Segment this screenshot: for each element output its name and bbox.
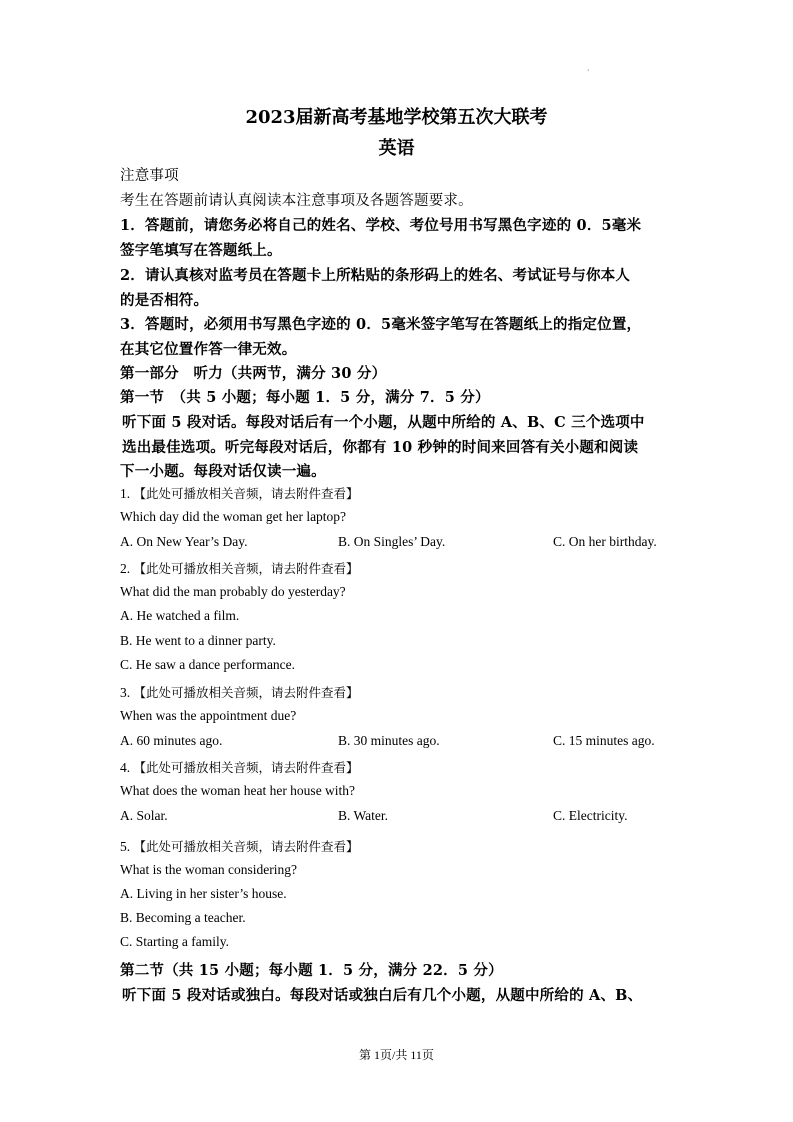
- question-3-stem: When was the appointment due?: [120, 708, 297, 723]
- notice-item-2-line-1: 2．请认真核对监考员在答题卡上所粘贴的条形码上的姓名、考试证号与你本人: [120, 267, 631, 284]
- audio-placeholder[interactable]: 【此处可播放相关音频，请去附件查看】: [133, 686, 359, 700]
- question-5-option-a: A. Living in her sister’s house.: [120, 886, 287, 901]
- question-1-option-b: B. On Singles’ Day.: [338, 534, 446, 549]
- question-3-option-c: C. 15 minutes ago.: [553, 733, 655, 748]
- question-5-option-c: C. Starting a family.: [120, 934, 229, 949]
- question-3-header: [120, 683, 359, 701]
- section2-heading: 第二节（共 15 小题；每小题 1．5 分，满分 22．5 分）: [120, 962, 503, 979]
- audio-placeholder[interactable]: 【此处可播放相关音频，请去附件查看】: [133, 761, 359, 775]
- question-4-stem: What does the woman heat her house with?: [120, 783, 356, 798]
- question-2-option-a: A. He watched a film.: [120, 608, 240, 623]
- section1-heading: 第一节 （共 5 小题；每小题 1．5 分，满分 7．5 分）: [120, 389, 490, 406]
- notice-item-3-line-1: 3．答题时，必须用书写黑色字迹的 0．5毫米签字笔写在答题纸上的指定位置，: [120, 316, 642, 333]
- section1-instr-line-1: 听下面 5 段对话。每段对话后有一个小题，从题中所给的 A、B、C 三个选项中: [122, 414, 645, 431]
- question-4-option-b: B. Water.: [338, 808, 389, 823]
- question-1-stem: Which day did the woman get her laptop?: [120, 509, 347, 524]
- part1-heading: 第一部分 听力（共两节，满分 30 分）: [120, 365, 387, 382]
- audio-placeholder[interactable]: 【此处可播放相关音频，请去附件查看】: [133, 562, 359, 576]
- section1-instr-line-2: 选出最佳选项。听完每段对话后，你都有 10 秒钟的时间来回答有关小题和阅读: [122, 439, 639, 456]
- question-number: 4.: [120, 760, 131, 775]
- audio-placeholder[interactable]: 【此处可播放相关音频，请去附件查看】: [133, 840, 359, 854]
- question-4-header: [120, 758, 359, 776]
- page-footer: 第 1页/共 11页: [359, 1048, 434, 1062]
- exam-title: 2023届新高考基地学校第五次大联考: [245, 107, 548, 128]
- question-5-option-b: B. Becoming a teacher.: [120, 910, 246, 925]
- question-2-option-b: B. He went to a dinner party.: [120, 633, 276, 648]
- question-number: 1.: [120, 486, 131, 501]
- question-4-option-a: A. Solar.: [120, 808, 168, 823]
- subject-title: 英语: [378, 138, 415, 159]
- scan-dot: ·: [587, 66, 590, 75]
- question-2-option-c: C. He saw a dance performance.: [120, 657, 296, 672]
- question-number: 3.: [120, 685, 131, 700]
- notice-heading: 注意事项: [120, 168, 179, 184]
- question-2-stem: What did the man probably do yesterday?: [120, 584, 346, 599]
- question-3-option-b: B. 30 minutes ago.: [338, 733, 440, 748]
- notice-item-1-line-1: 1．答题前，请您务必将自己的姓名、学校、考位号用书写黑色字迹的 0．5毫米: [120, 217, 642, 234]
- question-3-option-a: A. 60 minutes ago.: [120, 733, 223, 748]
- question-4-option-c: C. Electricity.: [553, 808, 628, 823]
- notice-item-2-line-2: 的是否相符。: [120, 292, 209, 309]
- question-5-stem: What is the woman considering?: [120, 862, 297, 877]
- question-2-header: [120, 559, 359, 577]
- question-1-option-c: C. On her birthday.: [553, 534, 657, 549]
- question-1-option-a: A. On New Year’s Day.: [120, 534, 248, 549]
- section1-instr-line-3: 下一小题。每段对话仅读一遍。: [120, 463, 326, 480]
- question-number: 2.: [120, 561, 131, 576]
- notice-item-3-line-2: 在其它位置作答一律无效。: [120, 341, 297, 358]
- notice-item-1-line-2: 签字笔填写在答题纸上。: [120, 242, 282, 259]
- audio-placeholder[interactable]: 【此处可播放相关音频，请去附件查看】: [133, 487, 359, 501]
- notice-intro: 考生在答题前请认真阅读本注意事项及各题答题要求。: [120, 193, 473, 209]
- section2-instr-line-1: 听下面 5 段对话或独白。每段对话或独白后有几个小题，从题中所给的 A、B、: [122, 987, 643, 1004]
- question-number: 5.: [120, 839, 131, 854]
- question-1-header: [120, 484, 359, 502]
- question-5-header: [120, 837, 359, 855]
